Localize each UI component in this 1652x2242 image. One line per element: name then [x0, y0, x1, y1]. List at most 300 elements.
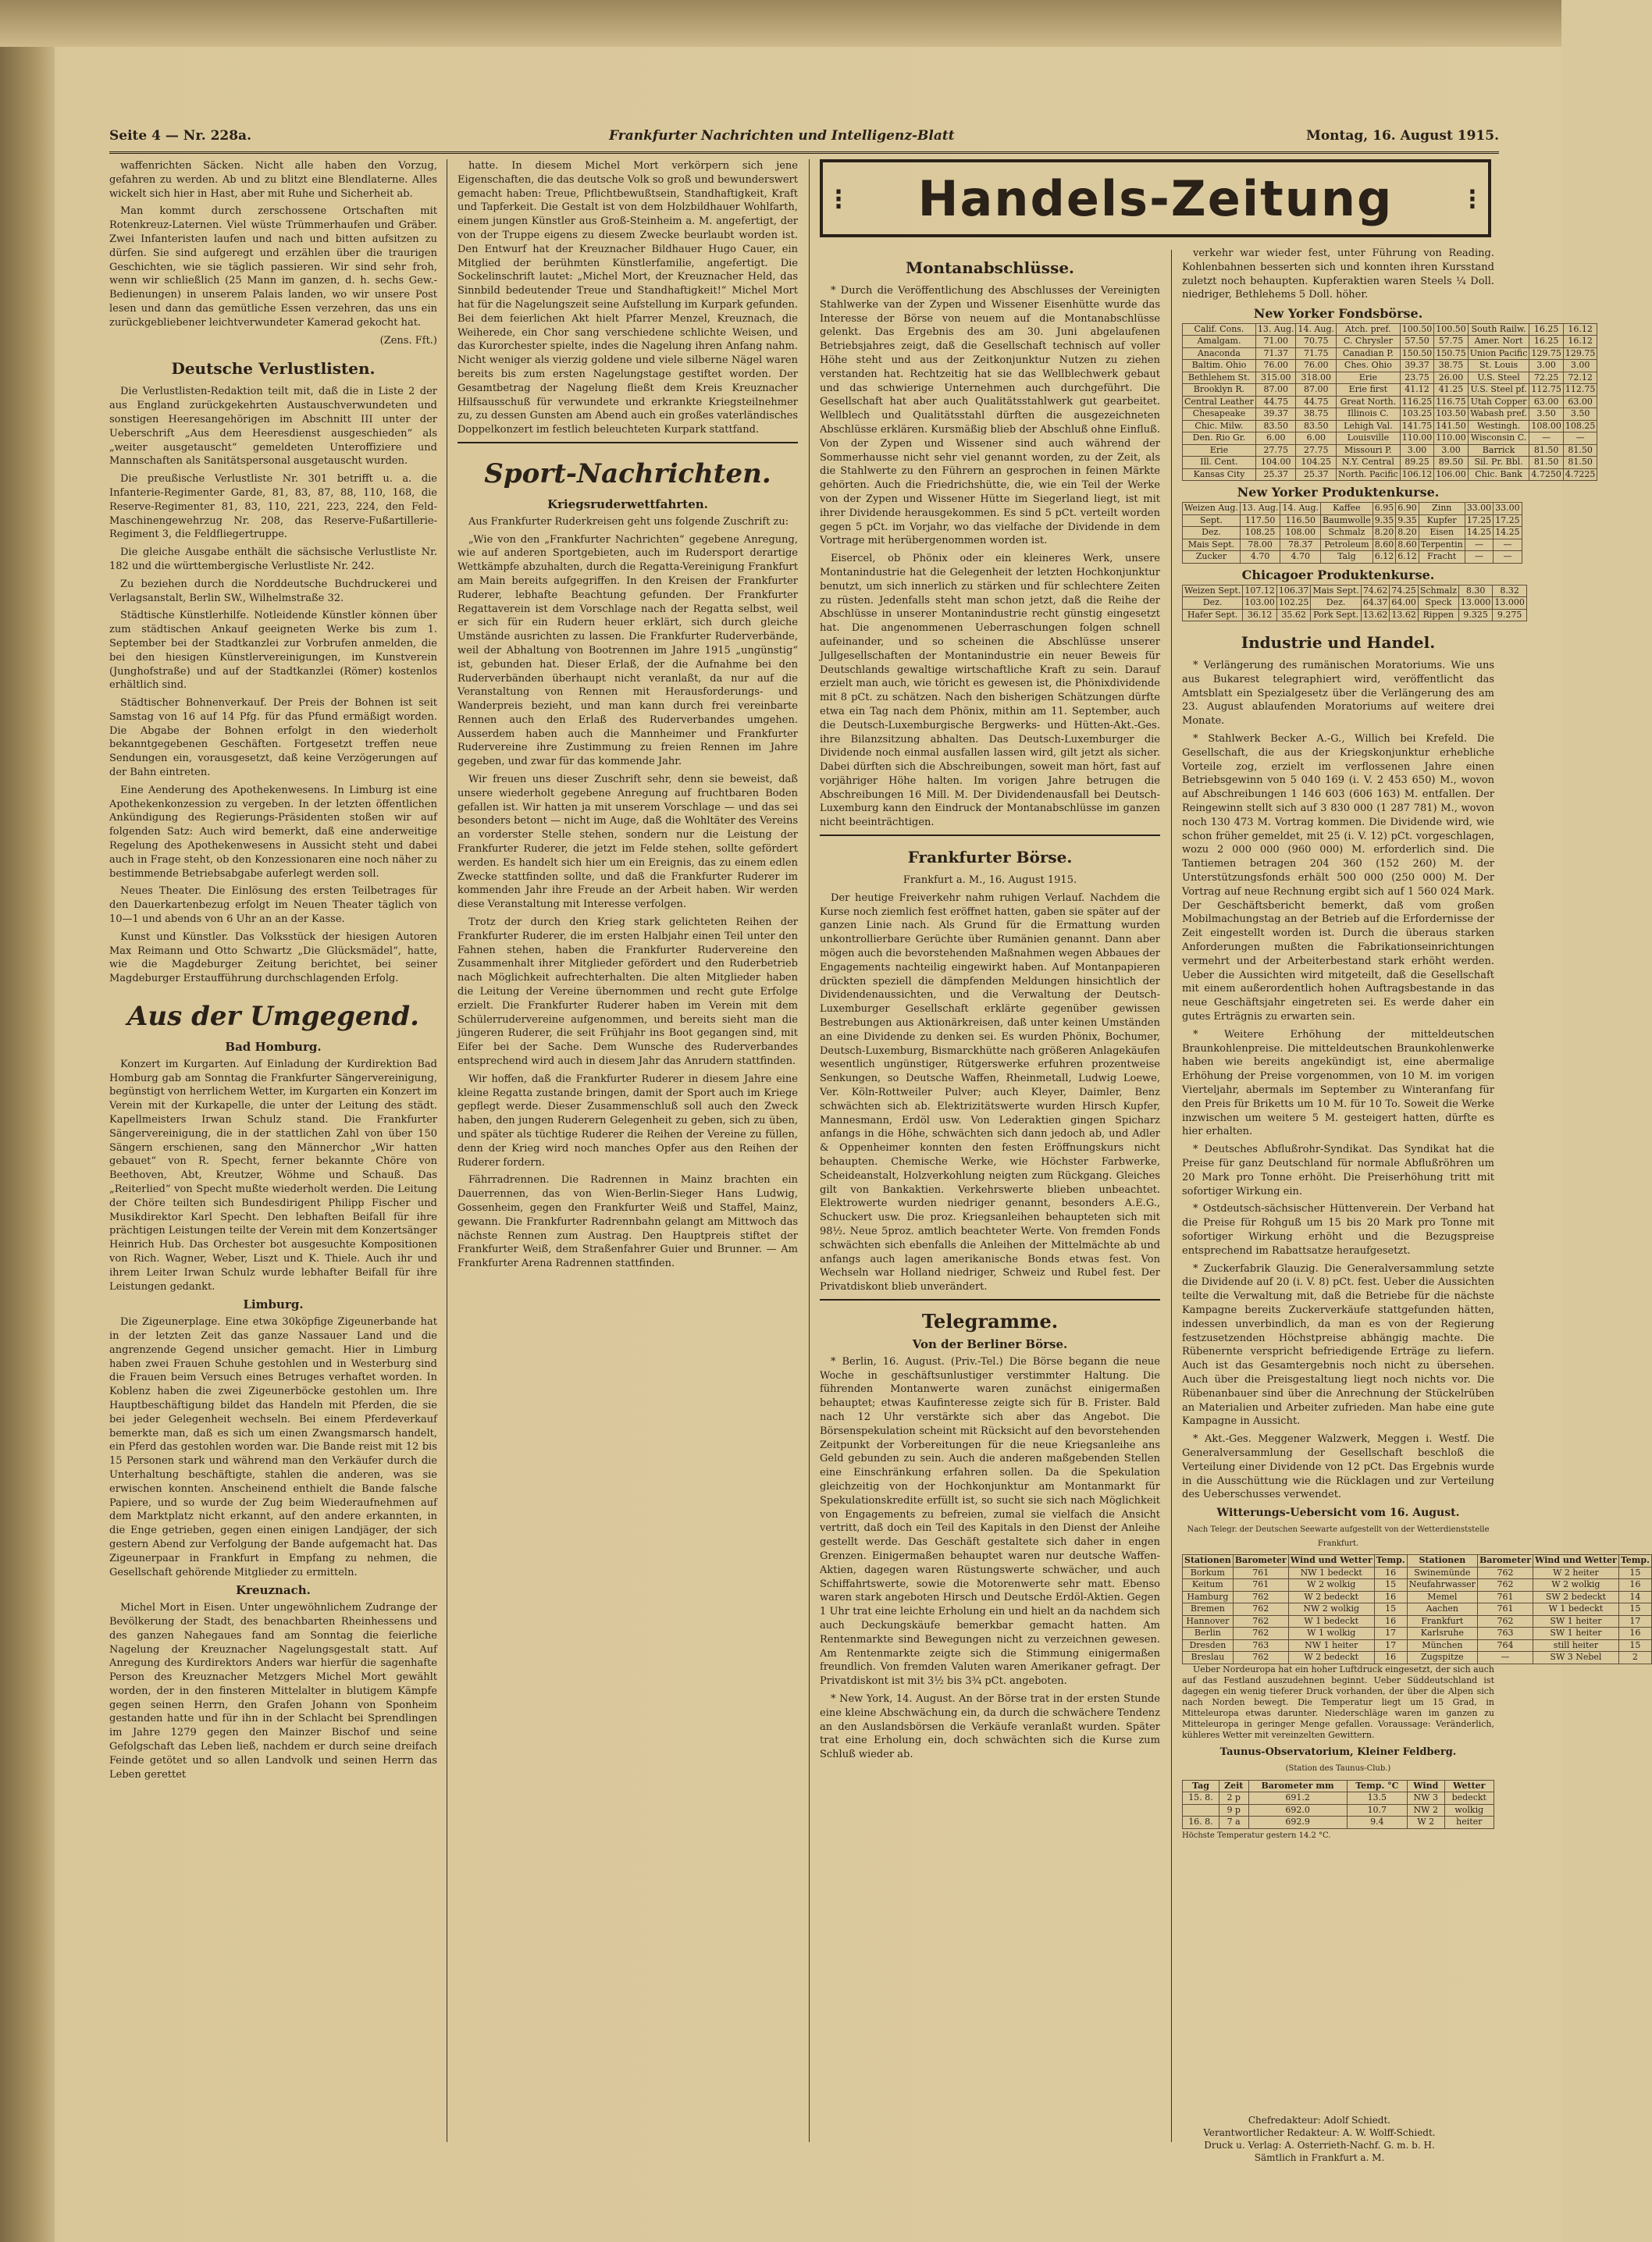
table-cell: SW 2 bedeckt: [1533, 1591, 1619, 1603]
table-cell: 15: [1618, 1603, 1651, 1616]
table-cell: Breslau: [1183, 1652, 1234, 1664]
table-cell: 318.00: [1296, 372, 1337, 384]
article-text: * Deutsches Abflußrohr-Syndikat. Das Syndikat hat die Preise für ganz Deutschland für normale Abflußröhren um 20 Mark pro Tonne erhöht. Die Preiserhöhung tritt mit sofortiger Wirkung ein.: [1182, 1144, 1494, 1198]
taunus-table: [1182, 1780, 1494, 1829]
article-text: * Weitere Erhöhung der mitteldeutschen Braunkohlenpreise. Die mitteldeutschen Braunkohlenwerke haben wie bereits angekündigt ist, eine abermalige Erhöhung der Preise vorgenommen, von 10 M. im vorigen Vierteljahr, abermals im September zu Winteranfang für den Preis für Briketts um 10 M. für 10 To. Soweit die Werke inzwischen um weitere 5 M. gesteigert hatten, dürfte es hier erhalten.: [1182, 1028, 1494, 1138]
article-text: * Berlin, 16. August. (Priv.-Tel.) Die Börse begann die neue Woche in geschäftsunlustiger verstimmter Haltung. Die führenden Montanwerte waren zunächst einigermaßen behauptet; etwas Kaufinteresse zeigte sich für B. Frister. Bald nach 12 Uhr verstärkte sich aber das Angebot. Die Börsenspekulation scheint mit Rücksicht auf den bevorstehenden Zeitpunkt der Vorbereitungen für die neue Kriegsanleihe ans Geld gebunden zu sein. Auch die anderen maßgebenden Stellen eine Einschränkung erfahren sollen. Da die Spekulation gleichzeitig von der Hochkonjunktur am Montanmarkt für Spekulationskredite erfüllt ist, so sucht sie sich nach Möglichkeit von Engagements zu befreien, zumal sie vielfach die Ansicht vertritt, daß doch ein Teil des Kapitals in den Dienst der Anleihe gestellt werde. Das Geschäft gestaltete sich daher in engen Grenzen. Einigermaßen behauptet waren nur deutsche Waffen-Aktien, dagegen waren Rüstungswerte schwächer, und auch Schiffahrtswerte, sowie die Motorenwerte sehr matt. Ebenso waren stark angeboten Hirsch und Deutsche Erdöl-Aktien. Gegen 1 Uhr trat eine leichte Erholung ein und hielt an da nachdem sich auch Deckungskäufe bemerkbar gemacht hatten. Am Rentenmarkte sind Bewegungen nicht zu verzeichnen gewesen. Am Rentenmarkte zeigte sich die Stimmung einigermaßen freundlich. Von fremden Valuten waren Amerikaner gefragt. Der Privatdiskont ist mit 3½ bis 3¾ pCt. angeboten.: [820, 1355, 1160, 1688]
article-text: Aus Frankfurter Ruderkreisen geht uns folgende Zuschrift zu:: [468, 515, 789, 528]
table-cell: 3.00: [1529, 360, 1564, 372]
table-cell: W 1 bedeckt: [1533, 1603, 1619, 1616]
table-cell: W 1 bedeckt: [1288, 1615, 1374, 1628]
table-cell: 691.2: [1248, 1792, 1347, 1805]
table-row: [1183, 1567, 1652, 1579]
table-cell: Dez.: [1311, 597, 1362, 610]
table-cell: Louisville: [1337, 432, 1401, 445]
table-cell: 35.62: [1276, 609, 1311, 621]
source-note: (Zens. Fft.): [379, 334, 437, 347]
table-cell: 39.37: [1400, 360, 1434, 372]
table-cell: 15. 8.: [1183, 1792, 1219, 1805]
table-row: [1183, 1639, 1652, 1652]
article-text: * Stahlwerk Becker A.-G., Willich bei Krefeld. Die Gesellschaft, die aus der Kriegskonjunktur erhebliche Vorteile zog, erzielt im verflossenen Jahre einen Betriebsgewinn von 5 040 169 (i. V. 2 453 650) M., wovon auf Abschreibungen 1 146 603 (606 163) M. entfallen. Der Reingewinn stellt sich auf 3 830 000 (1 287 781) M., wovon noch 130 473 M. Vortrag kommen. Die Dividende wird, wie schon früher gemeldet, mit 25 (i. V. 12) pCt. vorgeschlagen, wozu 2 000 000 (960 000) M. erforderlich sind. Die Tantiemen betragen 204 360 (152 260) M. der Unterstützungsfonds erhält 500 000 (250 000) M. Der Vortrag auf neue Rechnung ergibt sich auf 1 560 024 Mark. Der Geschäftsbericht bemerkt, daß vom großen Mobilmachungstag an der Betrieb auf die Erfordernisse der Zeit eingestellt worden ist. Durch die überaus starken Anforderungen mußten die Fabrikationseinrichtungen vermehrt und der Arbeiterbestand stark erhöht werden. Ueber die Aussichten wird mitgeteilt, daß die Gesellschaft mit einem außerordentlich hohen Auftragsbestande in das neue Geschäftsjahr eingetreten sei. Es werde daher ein gutes Erträgnis zu erwarten sein.: [1182, 733, 1494, 1023]
table-cell: 762: [1477, 1567, 1533, 1579]
table-cell: 6.95: [1373, 503, 1396, 515]
table-cell: Wind und Wetter: [1288, 1555, 1374, 1568]
table-row: [1183, 420, 1597, 432]
table-row: [1183, 585, 1527, 597]
table-cell: 15: [1618, 1567, 1651, 1579]
table-cell: 38.75: [1296, 408, 1337, 421]
article-text: Fährradrennen. Die Radrennen in Mainz brachten ein Dauerrennen, das von Wien-Berlin-Sieger Hans Ludwig, Gossenheim, gegen den Frankfurter Weiß und Staffel, Mainz, gewann. Die Frankfurter Radrennbahn gelangt am Mittwoch das nächste Rennen zum Austrag. Den Hauptpreis stiftet der Frankfurter Weiß, dem Straßenfahrer Guier und Brunner. — Am Frankfurter Arena Radrennen stattfinden.: [458, 1174, 798, 1270]
article-text: * Ostdeutsch-sächsischer Hüttenverein. Der Verband hat die Preise für Rohguß um 15 bis 20 Mark pro Tonne mit sofortiger Wirkung erhöht und die Bezugspreise entsprechend im Rabattsatze heraufgesetzt.: [1182, 1203, 1494, 1257]
table-cell: Erie: [1337, 372, 1401, 384]
table-cell: 57.50: [1400, 336, 1434, 348]
table-cell: heiter: [1444, 1817, 1494, 1829]
table-cell: 14. Aug.: [1280, 503, 1321, 515]
ny-fonds-table: [1182, 323, 1596, 482]
table-header-row: [1183, 1780, 1494, 1792]
table-cell: Sept.: [1183, 514, 1241, 527]
banner-ornament-icon: ⁝: [834, 180, 844, 216]
table-cell: 16: [1374, 1567, 1407, 1579]
article-text: * Durch die Veröffentlichung des Abschlusses der Vereinigten Stahlwerke van der Zypen und Wissener Eisenhütte wurde das Interesse der Börse von neuem auf die Montanabschlüsse gelenkt. Das Ergebnis des am 30. Juni abgelaufenen Betriebsjahres zeigt, daß die Gesellschaft technisch auf voller Höhe steht und aus der Zeitkonjunktur Nutzen zu ziehen verstanden hat. Rechtzeitig hat sie das Wellblechwerk gebaut und das schwierige Unternehmen auch durchgeführt. Die Gesellschaft hat aber auch Qualitätsstahlwerk gut gearbeitet. Wellblech und Qualitätsstahl dürften die ausgezeichneten Abschlüsse erklären. Kursmäßig blieb der Abschluß ohne Einfluß. Von der Zypen und Wissener sind auch während der Sommerhausse nicht sehr viel genannt worden, zu der Zeit, als die Stahlwerte zu den Führern an gesprochen in feinen Märkte gehörten. Auch die Friedrichshütte, die, wie ein Teil der Werke von der Zypen und Wissener Hütte im Siegerland liegt, ist mit ihrer Dividende herausgekommen. Es sind 5 pCt. verteilt worden gegen 5 pCt. im Vorjahr, wo das vielfache der Dividende in dem Vortrage mit herübergenommen worden ist.: [820, 285, 1160, 547]
table-cell: SW 1 heiter: [1533, 1628, 1619, 1640]
table-cell: Talg: [1321, 551, 1373, 564]
table-cell: Kansas City: [1183, 468, 1256, 481]
table-row: [1183, 1579, 1652, 1592]
table-cell: 14.25: [1494, 527, 1522, 539]
table-cell: 6.12: [1373, 551, 1396, 564]
table-cell: 107.12: [1243, 585, 1277, 597]
table-cell: 763: [1477, 1628, 1533, 1640]
table-cell: Temp.: [1618, 1555, 1651, 1568]
table-cell: 150.75: [1434, 347, 1469, 360]
table-cell: 104.25: [1296, 457, 1337, 469]
table-cell: SW 1 heiter: [1533, 1615, 1619, 1628]
article-text: * New York, 14. August. An der Börse trat in der ersten Stunde eine kleine Abschwächung ein, da durch die schwächere Tendenz an den Auslandsbörsen die Verkäufe veranlaßt wurden. Später trat eine Erholung ein, doch schwächten sich die Kurse zum Schluß wieder ab.: [820, 1692, 1160, 1761]
table-row: [1183, 372, 1597, 384]
table-cell: 38.75: [1434, 360, 1469, 372]
table-cell: 762: [1233, 1615, 1288, 1628]
article-text: Städtische Künstlerhilfe. Notleidende Künstler können über zum städtischen Ankauf geeigneten Werke bis zum 1. September bei der Stadtkanzlei zur Vorbrufen anmelden, die bei den hiesigen Künstlervereinigungen, im Kunstverein (Junghofstraße) und auf der Stadtkanzlei (Römer) kostenlos erhältlich sind.: [109, 610, 437, 692]
table-cell: Kupfer: [1419, 514, 1465, 527]
table-cell: N.Y. Central: [1337, 457, 1401, 469]
imprint-line: Sämtlich in Frankfurt a. M.: [1254, 2152, 1385, 2163]
table-cell: 9.325: [1458, 609, 1493, 621]
table-cell: 76.00: [1296, 360, 1337, 372]
table-cell: Dresden: [1183, 1639, 1234, 1652]
table-cell: 4.7225: [1563, 468, 1597, 481]
table-cell: 116.50: [1280, 514, 1321, 527]
table-cell: Speck: [1418, 597, 1458, 610]
table-cell: 9.35: [1396, 514, 1419, 527]
table-cell: 71.75: [1296, 347, 1337, 360]
table-cell: Dez.: [1183, 527, 1241, 539]
table-cell: 16.12: [1563, 336, 1597, 348]
table-cell: 17.25: [1465, 514, 1494, 527]
table-cell: Erie: [1183, 444, 1256, 457]
column-4: [1182, 247, 1650, 2105]
table-cell: 3.00: [1434, 444, 1469, 457]
table-cell: Stationen: [1407, 1555, 1477, 1568]
table-row: [1183, 408, 1597, 421]
table-cell: 16: [1374, 1615, 1407, 1628]
table-cell: 6.00: [1296, 432, 1337, 445]
article-text: * Zuckerfabrik Glauzig. Die Generalversammlung setzte die Dividende auf 20 (i. V. 8) pCt. fest. Ueber die Aussichten teilte die Verwaltung mit, daß die Betriebe für die nächste Kampagne bereits Zuckerverkäufe stattgefunden hätten, indessen unverbindlich, da man es von der Regierung festzusetzenden Höchstpreise abhängig machte. Die Rübenernte verspricht befriedigende Erträge zu liefern. Auch ist das Gesamtergebnis noch nicht zu übersehen. Auch über die Preisgestaltung liegt noch nichts vor. Die Rübenanbauer sind über die Anrechnung der Stückelrüben an Materialien und Arbeiter zufrieden. Man habe eine gute Kampagne in Aussicht.: [1182, 1262, 1494, 1428]
table-cell: St. Louis: [1468, 360, 1529, 372]
table-cell: 13.000: [1458, 597, 1493, 610]
table-cell: 141.50: [1434, 420, 1469, 432]
table-cell: Barometer: [1477, 1555, 1533, 1568]
table-cell: 41.12: [1400, 384, 1434, 397]
table-cell: 13.5: [1347, 1792, 1407, 1805]
subheading: Bad Homburg.: [225, 1040, 322, 1055]
table-cell: —: [1563, 432, 1597, 445]
table-cell: Wind: [1407, 1780, 1444, 1792]
table-cell: 3.50: [1563, 408, 1597, 421]
table-cell: München: [1407, 1639, 1477, 1652]
table-cell: SW 3 Nebel: [1533, 1652, 1619, 1664]
banner-ornament-icon: ⁝: [1467, 180, 1477, 216]
table-cell: Canadian P.: [1337, 347, 1401, 360]
table-note: Höchste Temperatur gestern 14.2 °C.: [1182, 1831, 1331, 1840]
table-cell: 17: [1618, 1615, 1651, 1628]
table-cell: Petroleum: [1321, 539, 1373, 551]
table-cell: 106.12: [1400, 468, 1434, 481]
header-page-number: Seite 4 — Nr. 228a.: [109, 128, 251, 144]
table-cell: Stationen: [1183, 1555, 1234, 1568]
table-cell: 71.00: [1255, 336, 1296, 348]
table-cell: 72.12: [1563, 372, 1597, 384]
table-row: [1183, 514, 1522, 527]
table-cell: Barrick: [1468, 444, 1529, 457]
table-cell: Temp.: [1374, 1555, 1407, 1568]
table-cell: 13.000: [1493, 597, 1527, 610]
article-text: Eisercel, ob Phönix oder ein kleineres Werk, unsere Montanindustrie hat die Gelegenheit der letzten Hochkonjunktur benutzt, um sich innerlich zu stärken und für schlechtere Zeiten zu rüsten. Jedenfalls steht man schon jetzt, daß die Reihe der Abschlüsse in unserer Montanindustrie recht günstig eingesetzt hat. Die angenommenen Ueberraschungen folgen schnell aufeinander, und so scheinen die Abschlüsse unserer Jullgesellschaften der Montanindustrie ein neuer Beweis für Deutschlands gewaltige wirtschaftliche Kraft zu sein. Darauf erzielt man auch, wie töricht es gewesen ist, die Phönixdividende mit 8 pCt. zu schätzen. Nach den bisherigen Schätzungen dürfte etwa ein Tag nach dem Phönix, mithin am 11. September, auch die Deutsch-Luxemburgische Bergwerks- und Hütten-Akt.-Ges. ihre Bilanzsitzung abhalten. Das Deutsch-Luxemburger die Dividende noch einmal ausfallen lassen wird, gilt jetzt als sicher. Dabei dürften sich die Abschreibungen, soweit man hört, fast auf vorjähriger Höhe halten. Im vorigen Jahre betrugen die Abschreibungen 16 Mill. M. Der Dividendenausfall bei Deutsch-Luxemburg kann den Eindruck der Montanabschlüsse im ganzen nicht beeinträchtigen.: [820, 553, 1160, 829]
table-cell: 63.00: [1529, 396, 1564, 408]
table-cell: Wisconsin C.: [1468, 432, 1529, 445]
table-subtitle: (Station des Taunus-Club.): [1285, 1763, 1391, 1773]
table-cell: Lehigh Val.: [1337, 420, 1401, 432]
divider: [820, 1299, 1160, 1301]
table-cell: 76.00: [1255, 360, 1296, 372]
section-heading: Frankfurter Börse.: [907, 848, 1073, 867]
table-cell: Zugspitze: [1407, 1652, 1477, 1664]
table-title: Witterungs-Uebersicht vom 16. August.: [1216, 1507, 1460, 1520]
table-cell: 16: [1618, 1579, 1651, 1592]
table-cell: [1183, 1804, 1219, 1817]
table-cell: 16: [1374, 1591, 1407, 1603]
table-cell: 81.50: [1529, 457, 1564, 469]
table-cell: 764: [1477, 1639, 1533, 1652]
table-cell: 8.32: [1493, 585, 1527, 597]
table-cell: —: [1529, 432, 1564, 445]
table-cell: 761: [1477, 1591, 1533, 1603]
table-cell: Great North.: [1337, 396, 1401, 408]
table-row: [1183, 1615, 1652, 1628]
table-cell: 14.25: [1465, 527, 1494, 539]
table-cell: Baumwolle: [1321, 514, 1373, 527]
table-cell: 762: [1233, 1591, 1288, 1603]
table-cell: Chesapeake: [1183, 408, 1256, 421]
table-cell: Wind und Wetter: [1533, 1555, 1619, 1568]
table-cell: Ches. Ohio: [1337, 360, 1401, 372]
table-cell: 83.50: [1255, 420, 1296, 432]
table-title: New Yorker Produktenkurse.: [1237, 485, 1440, 500]
table-cell: 44.75: [1255, 396, 1296, 408]
divider: [820, 835, 1160, 836]
table-cell: Tag: [1183, 1780, 1219, 1792]
table-cell: NW 1 bedeckt: [1288, 1567, 1374, 1579]
table-cell: 83.50: [1296, 420, 1337, 432]
table-cell: 8.30: [1458, 585, 1493, 597]
table-cell: Brooklyn R.: [1183, 384, 1256, 397]
table-cell: Hannover: [1183, 1615, 1234, 1628]
table-row: [1183, 1817, 1494, 1829]
table-cell: 761: [1233, 1579, 1288, 1592]
table-cell: 106.37: [1276, 585, 1311, 597]
table-cell: 315.00: [1255, 372, 1296, 384]
table-cell: still heiter: [1533, 1639, 1619, 1652]
table-cell: 112.75: [1529, 384, 1564, 397]
table-cell: 16. 8.: [1183, 1817, 1219, 1829]
banner-title: Handels-Zeitung: [917, 169, 1394, 227]
table-cell: W 2 wolkig: [1288, 1579, 1374, 1592]
table-cell: 117.50: [1240, 514, 1280, 527]
article-text: Wir freuen uns dieser Zuschrift sehr, denn sie beweist, daß unsere wiederholt gegebene Anregung auf fruchtbaren Boden gefallen ist. Wir hatten ja mit unserem Vorschlage — und das sei besonders betont — nicht im Auge, daß die Wohltäter des Vereins an vorderster Stelle stehen, sondern nur die Leistung der Frankfurter Ruderer, die jetzt im Felde stehen, sollte gefördert werden. Es handelt sich hier um ein Ereignis, das zu einem edlen Zwecke stattfinden sollte, und daß die Frankfurter Ruderer im kommenden Jahr ihre Freude an der Arbeit haben. Wir werden diese Veranstaltung mit Interesse verfolgen.: [458, 774, 798, 911]
section-heading: Deutsche Verlustlisten.: [171, 359, 376, 379]
table-cell: W 2 heiter: [1533, 1567, 1619, 1579]
table-cell: 150.50: [1400, 347, 1434, 360]
table-cell: 16: [1374, 1652, 1407, 1664]
imprint-line: Druck u. Verlag: A. Osterrieth-Nachf. G. m. b. H.: [1204, 2140, 1435, 2151]
table-row: [1183, 1603, 1652, 1616]
article-text: Städtischer Bohnenverkauf. Der Preis der Bohnen ist seit Samstag von 16 auf 14 Pfg. für das Pfund ermäßigt worden. Die Abgabe der Bohnen erfolgt in den wiederholt bekanntgegebenen Geschäften. Fortgesetzt treffen neue Sendungen ein, vorausgesetzt, daß keine Verzögerungen auf der Bahn eintreten.: [109, 697, 437, 779]
table-cell: Aachen: [1407, 1603, 1477, 1616]
table-cell: 3.50: [1529, 408, 1564, 421]
table-cell: Barometer: [1233, 1555, 1288, 1568]
table-row: [1183, 1591, 1652, 1603]
table-cell: Wetter: [1444, 1780, 1494, 1792]
table-cell: 87.00: [1296, 384, 1337, 397]
article-text: Der heutige Freiverkehr nahm ruhigen Verlauf. Nachdem die Kurse noch ziemlich fest eröffnet hatten, gaben sie später auf der ganzen Linie nach. Als Grund für die Ermattung wurden unkontrollierbare Gerüchte über Rumänien genannt. Dann aber mögen auch die bevorstehenden Maßnahmen wegen Abbaues der Engagements nachteilig eingewirkt haben. Auf Montanpapieren drückten speziell die dämpfenden Meldungen hinsichtlich der Dividendenaussichten, und die Verwaltung der Deutsch-Luxemburger Gesellschaft erklärte gegenüber gewissen Bestrebungen aus Aktionärkreisen, daß unter keinen Umständen an eine Dividende zu denken sei. Es wurden Phönix, Bochumer, Deutsch-Luxemburg, Bismarckhütte nach größeren Anlagekäufen wesentlich ungünstiger, Rütgerswerke erfuhren prozentweise Senkungen, so Deutsche Waffen, Rheinmetall, Ludwig Loewe, Ver. Köln-Rottweiler Pulver; auch Kleyer, Daimler, Benz schwächten sich ab. Elektrizitätswerte wurden Hirsch Kupfer, Mannesmann, Erdöl usw. Von Lederaktien gingen Spicharz anfangs in die Höhe, schwächten sich dann jedoch ab, und Adler & Oppenheimer konnten den festen Eröffnungskurs nicht behaupten. Chemische Werke, wie Höchster Farbwerke, Scheideanstalt, Holzverkohlung neigten zum Rückgang. Gleiches gilt von Bankaktien. Verkehrswerte blieben unbeachtet. Elektrowerte wurden niedriger genannt, besonders A.E.G., Schuckert usw. Die proz. Kriegsanleihen behaupteten sich mit 98½. Neue 5proz. amtlich beachteter Werte. Von fremden Fonds schwächten sich ebenfalls die Anleihen der Mittelmächte ab und anfangs auch lagen amerikanische Bonds etwas fest. Von Wechseln war Holland niedriger, Schweiz und Rubel fest. Der Privatdiskont blieb unverändert.: [820, 891, 1160, 1294]
table-cell: 13.62: [1361, 609, 1390, 621]
table-cell: Memel: [1407, 1591, 1477, 1603]
table-subtitle: Nach Telegr. der Deutschen Seewarte aufgestellt von der Wetterdienststelle Frankfurt.: [1187, 1525, 1490, 1548]
imprint: [1148, 2114, 1491, 2164]
table-row: [1183, 1652, 1652, 1664]
table-cell: 103.00: [1243, 597, 1277, 610]
table-cell: Pork Sept.: [1311, 609, 1362, 621]
table-cell: 102.25: [1276, 597, 1311, 610]
table-cell: 17: [1374, 1639, 1407, 1652]
table-cell: 761: [1233, 1567, 1288, 1579]
table-cell: 116.25: [1400, 396, 1434, 408]
table-cell: Kaffee: [1321, 503, 1373, 515]
table-row: [1183, 503, 1522, 515]
table-cell: 100.50: [1400, 323, 1434, 336]
table-cell: 692.9: [1248, 1817, 1347, 1829]
table-row: [1183, 609, 1527, 621]
table-cell: Zeit: [1219, 1780, 1248, 1792]
table-cell: 2: [1618, 1652, 1651, 1664]
table-cell: —: [1477, 1652, 1533, 1664]
table-cell: 104.00: [1255, 457, 1296, 469]
table-cell: 72.25: [1529, 372, 1564, 384]
table-cell: 108.00: [1529, 420, 1564, 432]
table-cell: 81.50: [1563, 457, 1597, 469]
article-text: Neues Theater. Die Einlösung des ersten Teilbetrages für den Dauerkartenbezug erfolgt im Neuen Theater täglich von 10—1 und abends von 6 Uhr an an der Kasse.: [109, 885, 437, 926]
article-text: Wir hoffen, daß die Frankfurter Ruderer in diesem Jahre eine kleine Regatta zustande bringen, damit der Sport auch im Kriege gepflegt werde. Dieser Zusammenschluß soll auch den Zweck haben, den jungen Ruderern Gelegenheit zu geben, sich zu üben, und später als tüchtige Ruderer die Reihen der Vereine zu füllen, denn der Krieg wird noch manches Opfer aus den Reihen der Ruderer fordern.: [458, 1073, 798, 1169]
table-cell: 141.75: [1400, 420, 1434, 432]
table-cell: 6.90: [1396, 503, 1419, 515]
table-cell: 9 p: [1219, 1804, 1248, 1817]
table-cell: W 2 bedeckt: [1288, 1652, 1374, 1664]
table-cell: Weizen Aug.: [1183, 503, 1241, 515]
table-cell: Hafer Sept.: [1183, 609, 1243, 621]
article-text: hatte. In diesem Michel Mort verkörpern sich jene Eigenschaften, die das deutsche Volk so groß und bewunderswert gemacht haben: Treue, Pflichtbewußtsein, Standhaftigkeit, Kraft und Tapferkeit. Die Gestalt ist von dem Holzbildhauer Wohlfarth, einem jungen Künstler aus Groß-Steinheim a. M. angefertigt, der von der Truppe eigens zu diesem Zwecke beurlaubt worden ist. Den Entwurf hat der Kreuznacher Bildhauer Hugo Cauer, ein Mitglied der berühmten Künstlerfamilie, angefertigt. Die Sockelinschrift lautet: „Michel Mort, der Kreuznacher Held, das Sinnbild bedeutender Treue und Standhaftigkeit!“ Michel Mort hat für die Nagelungszeit seine Aufstellung im Kurpark gefunden. Bei dem feierlichen Akt hielt Pfarrer Menzel, Kreuznach, die Weiherede, ein Chor sang verschiedene schlichte Weisen, und das Kurorchester spielte, indes die Nagelung ihren Anfang nahm. Nicht weniger als vierzig goldene und viele silberne Nägel waren bereits bis zum ersten Nagelungstage gestiftet worden. Der Gesamtbetrag der Nagelung fließt dem Kreis Kreuznacher Hilfsausschuß für verwundete und erkrankte Kriegsteilnehmer zu, zu dessen Gunsten am Abend auch ein großes vaterländisches Doppelkonzert im festlich beleuchteten Kurpark stattfand.: [458, 160, 798, 436]
chicago-table: [1182, 585, 1525, 622]
table-cell: 17: [1374, 1628, 1407, 1640]
table-row: [1183, 597, 1527, 610]
header-masthead: Frankfurter Nachrichten und Intelligenz-Blatt: [609, 128, 955, 144]
table-cell: Amer. Nort: [1468, 336, 1529, 348]
table-cell: Amalgam.: [1183, 336, 1256, 348]
table-row: [1183, 1804, 1494, 1817]
table-row: [1183, 539, 1522, 551]
article-text: Ueber Nordeuropa hat ein hoher Luftdruck eingesetzt, der sich auch auf das Festland auszudehnen beginnt. Ueber Süddeutschland ist dagegen ein wenig tieferer Druck vorhanden, der über die Alpen sich nach Norden bewegt. Die Temperatur liegt um 15 Grad, in Mitteleuropa etwas darunter. Niederschläge waren im ganzen zu Mitteleuropa in geringer Menge gefallen. Voraussage: Veränderlich, kühleres Wetter mit vereinzelten Gewittern.: [1182, 1664, 1494, 1740]
table-cell: Ill. Cent.: [1183, 457, 1256, 469]
table-cell: 762: [1233, 1603, 1288, 1616]
table-cell: Baltim. Ohio: [1183, 360, 1256, 372]
article-text: Zu beziehen durch die Norddeutsche Buchdruckerei und Verlagsanstalt, Berlin SW., Wilhelmstraße 32.: [109, 578, 437, 604]
column-rule: [1171, 250, 1172, 2142]
table-cell: Eisen: [1419, 527, 1465, 539]
table-cell: 36.12: [1243, 609, 1277, 621]
column-rule: [809, 159, 810, 2142]
table-cell: wolkig: [1444, 1804, 1494, 1817]
table-cell: W 2 wolkig: [1533, 1579, 1619, 1592]
table-cell: Chic. Milw.: [1183, 420, 1256, 432]
table-cell: 70.75: [1296, 336, 1337, 348]
table-cell: 763: [1233, 1639, 1288, 1652]
table-cell: Hamburg: [1183, 1591, 1234, 1603]
table-cell: 9.35: [1373, 514, 1396, 527]
table-cell: —: [1494, 551, 1522, 564]
table-row: [1183, 432, 1597, 445]
table-title: Chicagoer Produktenkurse.: [1241, 567, 1435, 582]
table-row: [1183, 551, 1522, 564]
table-cell: 9.275: [1493, 609, 1527, 621]
article-text: waffenrichten Säcken. Nicht alle haben den Vorzug, gefahren zu werden. Ab und zu blitzt eine Blendlaterne. Alles wickelt sich hier in Hast, aber mit Ruhe und Sicherheit ab.: [109, 160, 437, 200]
table-cell: 8.60: [1373, 539, 1396, 551]
table-cell: North. Pacific: [1337, 468, 1401, 481]
table-cell: 23.75: [1400, 372, 1434, 384]
table-row: [1183, 384, 1597, 397]
table-cell: 108.00: [1280, 527, 1321, 539]
table-cell: 762: [1233, 1628, 1288, 1640]
article-text: Eine Aenderung des Apothekenwesens. In Limburg ist eine Apothekenkonzession zu vergeben. In der letzten öffentlichen Ankündigung des Regierungs-Präsidenten stoßen wir auf folgenden Satz: Auch wird bemerkt, daß eine anderweitige Regelung des Apothekenwesens in Aussicht steht und dabei auch in Frage steht, ob den Konzessionaren eine noch näher zu bestimmende Betriebsabgabe auferlegt werden soll.: [109, 784, 437, 880]
table-cell: 63.00: [1563, 396, 1597, 408]
table-cell: —: [1465, 551, 1494, 564]
section-heading: Sport-Nachrichten.: [484, 457, 771, 489]
table-row: [1183, 360, 1597, 372]
table-cell: Barometer mm: [1248, 1780, 1347, 1792]
table-cell: Calif. Cons.: [1183, 323, 1256, 336]
table-cell: 8.20: [1396, 527, 1419, 539]
subheading: Kriegsruderwettfahrten.: [547, 496, 708, 511]
subheading: Limburg.: [243, 1297, 304, 1312]
dateline: Frankfurt a. M., 16. August 1915.: [903, 874, 1077, 887]
article-text: Man kommt durch zerschossene Ortschaften mit Rotenkreuz-Laternen. Viel wüste Trümmerhaufen und Gräber. Zwei Infanteristen laufen und nach und bitten aufsitzen zu dürfen. Sie sind aufgeregt und erzählen über die traurigen Geschichten, wie sie täglich passieren. Wir sind sehr froh, wenn wir schließlich (25 Mann im ganzen, d. h. sechs Gew.-Bedienungen) in unserem Palais landen, wo wir unsere Post lesen und dann das gemütliche Essen verzehren, das uns ein zurückgebliebener leichtverwundeter Kamerad gekocht hat.: [109, 205, 437, 329]
table-cell: W 2: [1407, 1817, 1444, 1829]
table-row: [1183, 468, 1597, 481]
table-cell: 15: [1374, 1579, 1407, 1592]
page-top-edge: [0, 0, 1561, 47]
table-cell: 762: [1477, 1615, 1533, 1628]
table-cell: Atch. pref.: [1337, 323, 1401, 336]
article-text: Kunst und Künstler. Das Volksstück der hiesigen Autoren Max Reimann und Otto Schwartz „Die Glücksmädel“, hatte, wie die Magdeburger Zeitung berichtet, bei seiner Magdeburger Erstaufführung durchschlagenden Erfolg.: [109, 931, 437, 985]
table-cell: C. Chrysler: [1337, 336, 1401, 348]
table-cell: 7 a: [1219, 1817, 1248, 1829]
table-cell: Mais Sept.: [1183, 539, 1241, 551]
table-cell: 8.60: [1396, 539, 1419, 551]
table-cell: Dez.: [1183, 597, 1243, 610]
table-cell: Weizen Sept.: [1183, 585, 1243, 597]
table-cell: Central Leather: [1183, 396, 1256, 408]
table-cell: 81.50: [1563, 444, 1597, 457]
subheading: Von der Berliner Börse.: [912, 1336, 1068, 1351]
table-cell: Anaconda: [1183, 347, 1256, 360]
table-cell: 13. Aug.: [1255, 323, 1296, 336]
table-cell: 74.25: [1390, 585, 1419, 597]
article-text: Michel Mort in Eisen. Unter ungewöhnlichem Zudrange der Bevölkerung der Stadt, des benachbarten Rheinhessens und des ganzen Nahegaues fand am Sonntag die feierliche Nagelung der Kreuznacher Nagelungsgestalt statt. Auf Anregung des Kurdirektors Anders war hierfür die sagenhafte Person des Kreuznacher Metzgers Michel Mort gewählt worden, der in den finsteren Mittelalter in blutigem Kämpfe gegen seinen Herrn, den Grafen Johann von Sponheim gestanden hatte und für ihn in der Schlacht bei Sprendlingen im Jahre 1279 gegen den Mainzer Bischof und seine Gefolgschaft das Leben ließ, nachdem er durch seine dreifach Feinde getötet und so allen Landvolk und seinen Herrn das Leben gerettet: [109, 1602, 437, 1781]
page-header: [109, 123, 1499, 154]
table-cell: Zinn: [1419, 503, 1465, 515]
table-cell: W 2 bedeckt: [1288, 1591, 1374, 1603]
table-cell: 27.75: [1255, 444, 1296, 457]
article-text: „Wie von den „Frankfurter Nachrichten“ gegebene Anregung, wie auf anderen Sportgebieten, auch im Rudersport derartige Wettkämpfe abzuhalten, durch die Regatta-Vereinigung Frankfurt am Main bereits aufgegriffen. In den Kreisen der Frankfurter Ruderer, lebhafte Beachtung gefunden. Der Frankfurter Regattaverein ist dem Vorschlage nach der Regatta selbst, weil er sich für ein Rudern heuer erklärt, sich durch gleiche Umstände ausrichten zu lassen. Die Frankfurter Ruderverbände, weil der Abhaltung von Bootrennen im Jahre 1915 „ungünstig“ ist, gebunden hat. Dieser Erlaß, der die Aufnahme bei den Ruderverbänden überhaupt nicht veranlaßt, da nur auf die Veranstaltung von Rennen mit Herausforderungs- und Wanderpreis bezieht, und man kann durch frei vereinbarte Rennen auch den Erlaß des Ruderverbandes umgehen. Ausserdem haben auch die Mannheimer und Frankfurter Rudervereine ihre Zustimmung zu freien Rennen im Jahre gegeben, und zwar für das kommende Jahr.: [458, 533, 798, 768]
table-cell: 13. Aug.: [1240, 503, 1280, 515]
table-cell: 4.70: [1280, 551, 1321, 564]
table-cell: 762: [1477, 1579, 1533, 1592]
imprint-line: Chefredakteur: Adolf Schiedt.: [1248, 2115, 1391, 2126]
table-cell: 762: [1233, 1652, 1288, 1664]
table-row: [1183, 457, 1597, 469]
table-title: Taunus-Observatorium, Kleiner Feldberg.: [1219, 1746, 1457, 1758]
table-cell: 14. Aug.: [1296, 323, 1337, 336]
table-cell: Erie first: [1337, 384, 1401, 397]
table-cell: NW 2 wolkig: [1288, 1603, 1374, 1616]
table-cell: Rippen: [1418, 609, 1458, 621]
article-text: Die gleiche Ausgabe enthält die sächsische Verlustliste Nr. 182 und die württembergische Verlustliste Nr. 242.: [109, 546, 437, 572]
table-cell: Bremen: [1183, 1603, 1234, 1616]
table-cell: Mais Sept.: [1311, 585, 1362, 597]
table-cell: 33.00: [1465, 503, 1494, 515]
table-cell: 112.75: [1563, 384, 1597, 397]
page-left-edge: [0, 0, 55, 2242]
table-cell: Chic. Bank: [1468, 468, 1529, 481]
table-cell: Den. Rio Gr.: [1183, 432, 1256, 445]
table-cell: 89.25: [1400, 457, 1434, 469]
table-cell: 44.75: [1296, 396, 1337, 408]
table-cell: Utah Copper: [1468, 396, 1529, 408]
table-cell: Bethlehem St.: [1183, 372, 1256, 384]
ny-produkten-table: [1182, 502, 1520, 564]
table-cell: 16: [1618, 1628, 1651, 1640]
article-text: * Akt.-Ges. Meggener Walzwerk, Meggen i. Westf. Die Generalversammlung der Gesellschaft beschloß die Verteilung einer Dividende von 12 pCt. Das Ergebnis wurde in die Ausschüttung wie die Rücklagen und zur Verteilung des Ueberschusses verwendet.: [1182, 1433, 1494, 1501]
table-cell: 100.50: [1434, 323, 1469, 336]
table-cell: 41.25: [1434, 384, 1469, 397]
